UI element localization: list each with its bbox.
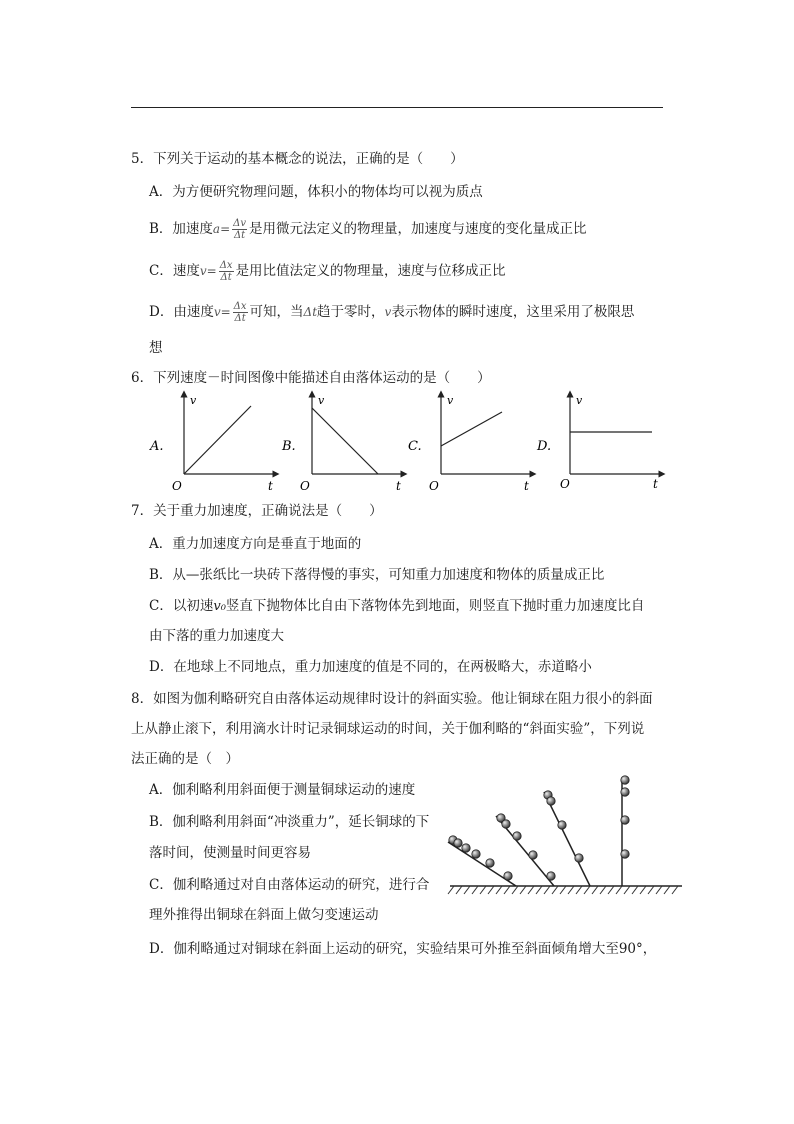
q7-c-var: v₀ (213, 599, 226, 614)
graph-c (408, 394, 533, 493)
q7-stem: 7．关于重力加速度，正确说法是（ ） (131, 503, 383, 519)
graph-a-curve (184, 406, 251, 474)
q7-option-c (149, 597, 644, 616)
q7-option-d: D．在地球上不同地点，重力加速度的值是不同的，在两极略大，赤道略小 (149, 659, 592, 675)
graph-c-label: C. (408, 439, 422, 454)
graph-c-t-label: t (524, 479, 529, 493)
graph-a-origin: O (172, 479, 182, 493)
graph-b-label: B. (282, 439, 296, 454)
graph-b-curve (312, 408, 378, 474)
graph-c-origin: O (429, 479, 439, 493)
graph-d-v-label: v (576, 394, 583, 407)
q8-stem-line1: 8．如图为伽利略研究自由落体运动规律时设计的斜面实验。他让铜球在阻力很小的斜面 (131, 691, 653, 707)
q8-option-a: A．伽利略利用斜面便于测量铜球运动的速度 (149, 782, 416, 798)
q5-d-num: Δx (233, 301, 247, 312)
q5-d-fraction (233, 301, 248, 324)
graph-a (149, 394, 276, 493)
q5-c-den: Δt (220, 272, 232, 283)
q5-c-fraction (219, 260, 234, 283)
q5-option-b (149, 218, 587, 241)
q8-option-b-line1: B．伽利略利用斜面“冲淡重力”，延长铜球的下 (149, 814, 430, 830)
balls-incline-1 (449, 836, 512, 880)
q6-graphs (0, 388, 794, 498)
graph-b-v-label: v (318, 394, 325, 407)
graph-c-curve (441, 412, 502, 446)
q6-stem: 6．下列速度－时间图像中能描述自由落体运动的是（ ） (131, 370, 491, 386)
q5-c-eq: = (206, 264, 217, 278)
ground-hatching (448, 886, 678, 894)
q5-b-num: Δv (233, 218, 247, 229)
q5-b-den: Δt (233, 230, 246, 241)
graph-b (281, 394, 404, 493)
q5-d-prefix: D．由速度 (149, 304, 214, 320)
q8-option-b-line2: 落时间，使测量时间更容易 (149, 845, 311, 861)
q5-c-prefix: C．速度 (149, 263, 200, 279)
q5-b-prefix: B．加速度 (149, 221, 213, 237)
q5-d-mid2: 趋于零时， (317, 304, 385, 320)
q7-c-text: 竖直下抛物体比自由下落物体先到地面，则竖直下抛时重力加速度比自 (225, 598, 645, 614)
q8-stem-line3: 法正确的是（ ） (131, 751, 239, 767)
q5-option-a: A．为方便研究物理问题，体积小的物体均可以视为质点 (149, 184, 483, 200)
q7-option-a: A．重力加速度方向是垂直于地面的 (149, 536, 362, 552)
incline-experiment-figure (444, 770, 684, 900)
q7-option-c-continued: 由下落的重力加速度大 (149, 628, 284, 644)
balls-incline-3 (544, 791, 583, 862)
graph-a-t-label: t (268, 479, 273, 493)
graph-d-label: D. (537, 439, 552, 454)
q5-b-fraction (232, 218, 247, 241)
q5-option-c (149, 260, 506, 283)
q7-c-prefix: C．以初速 (149, 598, 214, 614)
graph-d-t-label: t (653, 477, 658, 491)
q8-option-c-line2: 理外推得出铜球在斜面上做匀变速运动 (149, 907, 379, 923)
graph-c-v-label: v (447, 394, 454, 407)
q8-stem-line2: 上从静止滚下，利用滴水计时记录铜球运动的时间，关于伽利略的“斜面实验”，下列说 (131, 721, 645, 737)
q5-c-text: 是用比值法定义的物理量，速度与位移成正比 (235, 263, 506, 279)
graph-b-t-label: t (396, 479, 401, 493)
q7-option-b: B．从—张纸比一块砖下落得慢的事实，可知重力加速度和物体的质量成正比 (149, 567, 605, 583)
q5-d-v: v (384, 305, 392, 319)
q5-b-text: 是用微元法定义的物理量，加速度与速度的变化量成正比 (249, 221, 587, 237)
graph-b-origin: O (300, 479, 310, 493)
q5-d-den: Δt (234, 313, 246, 324)
q5-b-eq: = (220, 222, 231, 236)
graph-d (536, 394, 662, 491)
graph-a-label: A. (150, 439, 164, 454)
q5-option-d (149, 301, 634, 324)
q5-d-eq: = (220, 305, 231, 319)
q5-stem: 5．下列关于运动的基本概念的说法，正确的是（ ） (131, 151, 464, 167)
q5-b-var: a (212, 222, 221, 236)
header-rule (131, 107, 663, 108)
graph-a-v-label: v (190, 394, 197, 407)
q5-c-num: Δx (219, 260, 233, 271)
q5-d-var: v (213, 305, 221, 319)
q8-option-d: D．伽利略通过对铜球在斜面上运动的研究，实验结果可外推至斜面倾角增大至90°， (149, 941, 657, 957)
q5-option-d-continued: 想 (149, 340, 163, 356)
q5-d-text: 表示物体的瞬时速度，这里采用了极限思 (391, 304, 635, 320)
q5-d-mid1: 可知，当 (249, 304, 304, 320)
graph-d-origin: O (560, 477, 570, 491)
q8-option-c-line1: C．伽利略通过对自由落体运动的研究，进行合 (149, 877, 430, 893)
q5-c-var: v (199, 264, 207, 278)
q5-d-dt: Δt (303, 305, 318, 319)
balls-incline-2 (497, 814, 555, 880)
